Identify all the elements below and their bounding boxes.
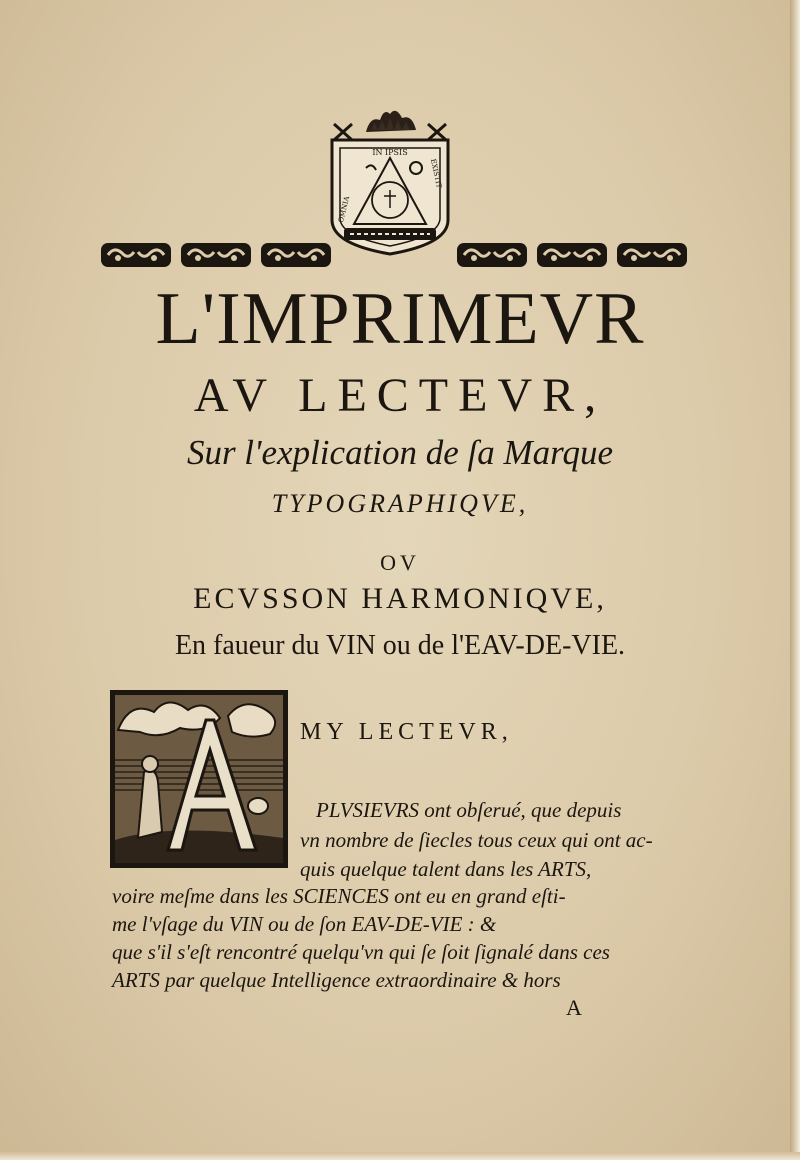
- emblem-motto-left: OMNIA: [336, 195, 352, 224]
- salutation: MY LECTEVR,: [300, 719, 513, 745]
- fleuron-ornament-icon: [100, 240, 172, 270]
- printer-emblem-shield: [326, 102, 454, 258]
- fleuron-ornament-icon: [180, 240, 252, 270]
- title-main: L'IMPRIMEVR: [155, 278, 645, 360]
- page-bottom-edge: [0, 1152, 800, 1160]
- fleuron-ornament-icon: [260, 240, 332, 270]
- body-line-6: que s'il s'eſt rencontré quelqu'vn qui ſe ſoit ſignalé dans ces: [112, 940, 610, 964]
- heading-italic-line: Sur l'explication de ſa Marque: [186, 433, 614, 472]
- fleuron-ornament-icon: [536, 240, 608, 270]
- heading-faveur: En faueur du VIN ou de l'EAV-DE-VIE.: [174, 630, 626, 661]
- body-line-3: quis quelque talent dans les ARTS,: [300, 857, 592, 881]
- signature-mark: A: [566, 995, 582, 1020]
- title-subtitle: AV LECTEVR,: [193, 369, 607, 422]
- body-line-1: PLVSIEVRS ont obſerué, que depuis: [316, 798, 622, 822]
- body-line-2: vn nombre de ſiecles tous ceux qui ont ac-: [300, 828, 653, 852]
- emblem-motto-top: IN IPSIS: [372, 148, 408, 157]
- fleuron-ornament-icon: [456, 240, 528, 270]
- body-line-5: me l'vſage du VIN ou de ſon EAV-DE-VIE : &: [112, 912, 497, 936]
- ornament-band-left: [100, 240, 332, 272]
- woodcut-dropcap: [110, 690, 288, 868]
- fleuron-ornament-icon: [616, 240, 688, 270]
- heading-typographique: TYPOGRAPHIQVE,: [271, 489, 529, 518]
- ornament-band-right: [456, 240, 688, 272]
- heading-ecusson: ECVSSON HARMONIQVE,: [193, 582, 607, 615]
- emblem-motto-right: EXISTIT: [428, 158, 443, 189]
- body-line-4: voire meſme dans les SCIENCES ont eu en grand eſti-: [112, 884, 566, 908]
- body-line-7: ARTS par quelque Intelligence extraordinaire & hors: [112, 968, 561, 992]
- heading-ou: OV: [380, 550, 420, 575]
